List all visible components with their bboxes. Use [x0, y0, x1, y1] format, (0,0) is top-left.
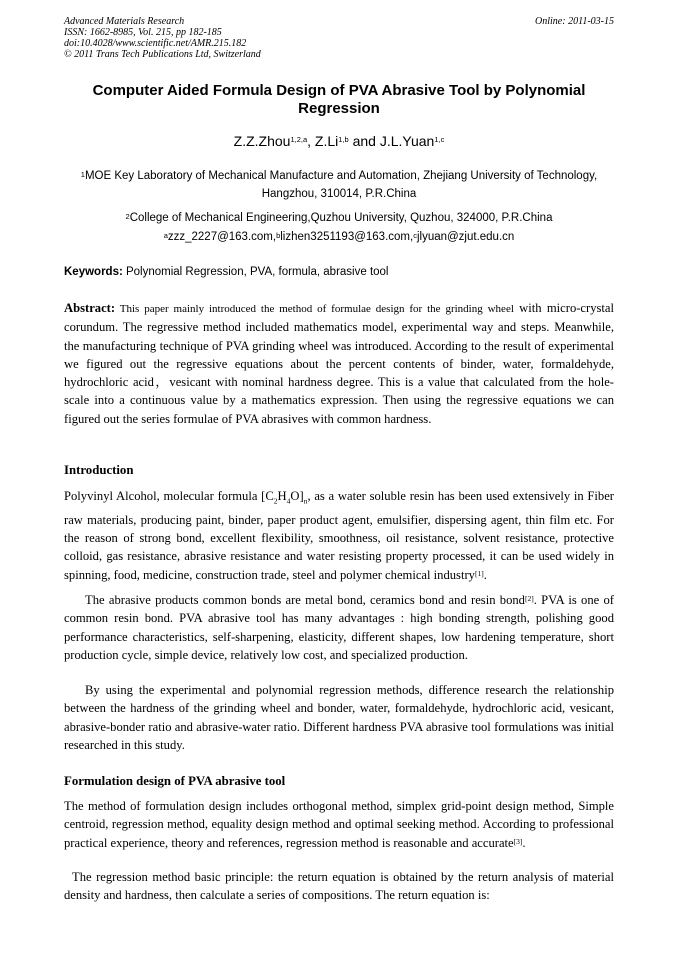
affiliation-text: College of Mechanical Engineering,Quzhou University, Quzhou, 324000, P.R.China [129, 212, 553, 224]
text-run: . [483, 567, 487, 582]
author-name: Z.Li [314, 133, 339, 149]
affiliation-sup: 2 [125, 212, 130, 221]
text-run: , as a water soluble resin has been used extensively in Fiber raw materials, producing paint, binder, paper product agent, emulsifier, dispersing agent, thin film etc. For the reason of strong bond, excellent flexibility, smoothness, oil resistance, solvent resistance, protective colloid, gas resistance, abrasive resistance and water resisting property processed, it can be used widely in spinning, food, medicine, construction trade, steel and polymer chemical industry [64, 489, 614, 582]
text-run: The abrasive products common bonds are metal bond, ceramics bond and resin bond [85, 593, 525, 607]
copyright-line: © 2011 Trans Tech Publications Ltd, Switzerland [64, 49, 261, 60]
keywords-label: Keywords: [64, 266, 123, 278]
email-list [64, 228, 614, 246]
formulation-paragraph-1 [64, 797, 614, 852]
email-link[interactable]: zzz_2227@163.com, [167, 231, 277, 243]
author-sup: 1,2,a [290, 135, 308, 144]
abstract-lead: This paper mainly introduced the method of formulae design for the grinding wheel [115, 303, 514, 315]
section-heading-formulation: Formulation design of PVA abrasive tool [64, 774, 286, 788]
intro-paragraph-3: By using the experimental and polynomial regression methods, difference research the relationship between the hardness of the grinding wheel and bonder, water, formaldehyde, hydrochloric acid, vesicant, abrasive-bonder ratio and abrasive-water ratio. Different hardness PVA abrasive tool formulations was initial researched in this study. [64, 683, 614, 752]
text-run: . PVA is one of common resin bond. PVA abrasive tool has many advantages : high bonding strength, polishing good performance characteristics, self-sharpening, elasticity, different shapes, low hardening temperature, short production cycle, simple device, relatively low cost, and specialized production. [64, 593, 614, 662]
subscript: 4 [286, 496, 291, 506]
keywords-text: Polynomial Regression, PVA, formula, abrasive tool [122, 266, 389, 278]
paper-title: Computer Aided Formula Design of PVA Abrasive Tool by Polynomial Regression [92, 82, 586, 117]
affiliation-1 [64, 167, 614, 203]
citation-ref[interactable]: [3] [513, 836, 523, 846]
affiliation-text: MOE Key Laboratory of Mechanical Manufacture and Automation, Zhejiang University of Technology, Hangzhou, 310014, P.R.China [84, 170, 598, 200]
author-sep: and [348, 133, 380, 149]
citation-ref[interactable]: [1] [474, 568, 484, 578]
text-run: . [522, 835, 526, 850]
keywords [64, 265, 614, 279]
doi-line: doi:10.4028/www.scientific.net/AMR.215.182 [64, 38, 247, 49]
issn-line: ISSN: 1662-8985, Vol. 215, pp 182-185 [64, 27, 222, 38]
email-sup: c [413, 231, 417, 240]
author-list [64, 132, 614, 150]
journal-name: Advanced Materials Research [64, 16, 185, 27]
text-run: H [277, 489, 287, 503]
subscript: n [303, 496, 308, 506]
email-link[interactable]: jlyuan@zjut.edu.cn [416, 231, 515, 243]
affiliation-2 [64, 209, 614, 227]
intro-paragraph-2 [64, 591, 614, 664]
author-name: Z.Z.Zhou [233, 133, 291, 149]
subscript: 2 [273, 496, 278, 506]
citation-ref[interactable]: [2] [524, 594, 534, 603]
email-sup: a [163, 231, 168, 240]
journal-header [64, 16, 261, 60]
email-link[interactable]: lizhen3251193@163.com, [280, 231, 414, 243]
abstract [64, 299, 614, 428]
online-date: Online: 2011-03-15 [535, 16, 614, 27]
author-name: J.L.Yuan [379, 133, 435, 149]
text-run: Polyvinyl Alcohol, molecular formula [C [64, 489, 274, 503]
section-heading-introduction: Introduction [64, 463, 134, 477]
abstract-text: with micro-crystal corundum. The regressive method included mathematics model, experimental way and steps. Meanwhile, the manufacturing technique of PVA grinding wheel was introduced. According to the result of experimental we figured out the regressive equations about the percent contents of binder, water, formaldehyde, hydrochloric acid，vesicant with nominal hardness degree. This is a value that calculated from the hole-scale into a continuous value by a mathematics expression. Then using the regressive equations we can figured out the series formulae of PVA abrasives with common hardness. [64, 301, 615, 426]
text-run: O] [290, 489, 304, 503]
abstract-label: Abstract: [64, 301, 116, 315]
author-sup: 1,c [434, 135, 445, 144]
intro-paragraph-1 [64, 487, 614, 584]
formulation-paragraph-2: The regression method basic principle: the return equation is obtained by the return analysis of material density and hardness, then calculate a series of compositions. The return equation is: [64, 870, 614, 903]
text-run: The method of formulation design includes orthogonal method, simplex grid-point design method, Simple centroid, regression method, equality design method and optimal seeking method. According to professional practical experience, theory and references, regression method is reasonable and accurate [64, 799, 614, 850]
author-sep: , [307, 133, 315, 149]
email-sup: b [276, 231, 281, 240]
author-sup: 1,b [338, 135, 349, 144]
affiliation-sup: 1 [80, 170, 85, 179]
